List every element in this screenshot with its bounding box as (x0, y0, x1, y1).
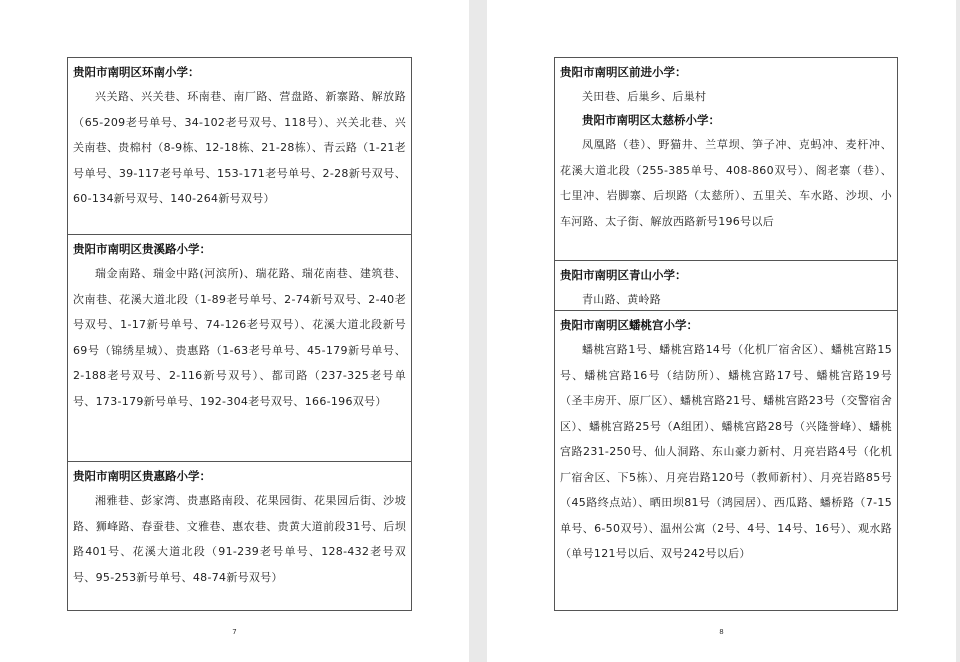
school-title: 贵阳市南明区环南小学： (73, 65, 200, 79)
table-cell (555, 260, 897, 310)
table-cell (68, 58, 411, 234)
district-streets: 关田巷、后巢乡、后巢村 (582, 90, 707, 103)
school-title: 贵阳市南明区青山小学： (560, 268, 687, 282)
table-cell (555, 310, 897, 610)
school-title: 贵阳市南明区太慈桥小学： (582, 113, 720, 127)
page-number: 7 (232, 628, 237, 636)
school-title: 贵阳市南明区蟠桃宫小学： (560, 318, 698, 332)
table-cell (555, 106, 897, 260)
page-gutter (469, 0, 487, 662)
school-district-table (67, 57, 412, 611)
district-streets: 瑞金南路、瑞金中路(河滨所)、瑞花路、瑞花南巷、建筑巷、次南巷、花溪大道北段（1-89老号单号、2-74新号双号、2-40老号双号、1-17新号单号、74-126老号双号）、花溪大道北段新号69号（锦绣星城）、贵惠路（1-63老号单号、45-179新号单号、2-188老号双号、2-116新号双号）、都司路（237-325老号单号、173-179新号单号、192-304老号双号、166-196双号） (73, 267, 406, 408)
district-streets: 兴关路、兴关巷、环南巷、南厂路、营盘路、新寨路、解放路（65-209老号单号、34-102老号双号、118号）、兴关北巷、兴关南巷、贵棉村（8-9栋、12-18栋、21-28栋）、青云路（1-21老号单号、39-117老号单号、153-171老号单号、2-28新号双号、60-134新号双号、140-264新号双号） (73, 90, 406, 205)
document-page-8 (487, 0, 956, 662)
district-streets: 凤凰路（巷）、野猫井、兰草坝、笋子冲、克蚂冲、麦杆冲、花溪大道北段（255-385单号、408-860双号）、阁老寨（巷）、七里冲、岩脚寨、后坝路（太慈所）、五里关、车水路、沙坝、小车河路、太子街、解放西路新号196号以后 (560, 138, 892, 228)
school-title: 贵阳市南明区贵惠路小学： (73, 469, 211, 483)
district-streets: 湘雅巷、彭家湾、贵惠路南段、花果园街、花果园后街、沙坡路、狮峰路、春蚕巷、文雅巷、惠农巷、贵黄大道前段31号、后坝路401号、花溪大道北段（91-239老号单号、128-432老号双号、95-253新号单号、48-74新号双号） (73, 494, 406, 584)
table-cell (68, 461, 411, 610)
district-streets: 青山路、黄岭路 (582, 293, 662, 306)
school-district-table (554, 57, 898, 611)
table-cell (555, 58, 897, 106)
page-number: 8 (719, 628, 724, 636)
table-cell (68, 234, 411, 461)
document-page-7 (0, 0, 469, 662)
district-streets: 蟠桃宫路1号、蟠桃宫路14号（化机厂宿舍区）、蟠桃宫路15号、蟠桃宫路16号（结防所）、蟠桃宫路17号、蟠桃宫路19号（圣丰房开、原厂区）、蟠桃宫路21号、蟠桃宫路23号（交警宿舍区）、蟠桃宫路25号（A组团）、蟠桃宫路28号（兴隆誉峰）、蟠桃宫路231-250号、仙人洞路、东山豪力新村、月亮岩路4号（化机厂宿舍区、下5栋）、月亮岩路120号（教师新村）、月亮岩路85号（45路终点站）、晒田坝81号（鸿园居）、西瓜路、蟠桥路（7-15单号、6-50双号）、温州公寓（2号、4号、14号、16号）、观水路（单号121号以后、双号242号以后） (560, 343, 892, 560)
school-title: 贵阳市南明区贵溪路小学： (73, 242, 211, 256)
school-title: 贵阳市南明区前进小学： (560, 65, 687, 79)
